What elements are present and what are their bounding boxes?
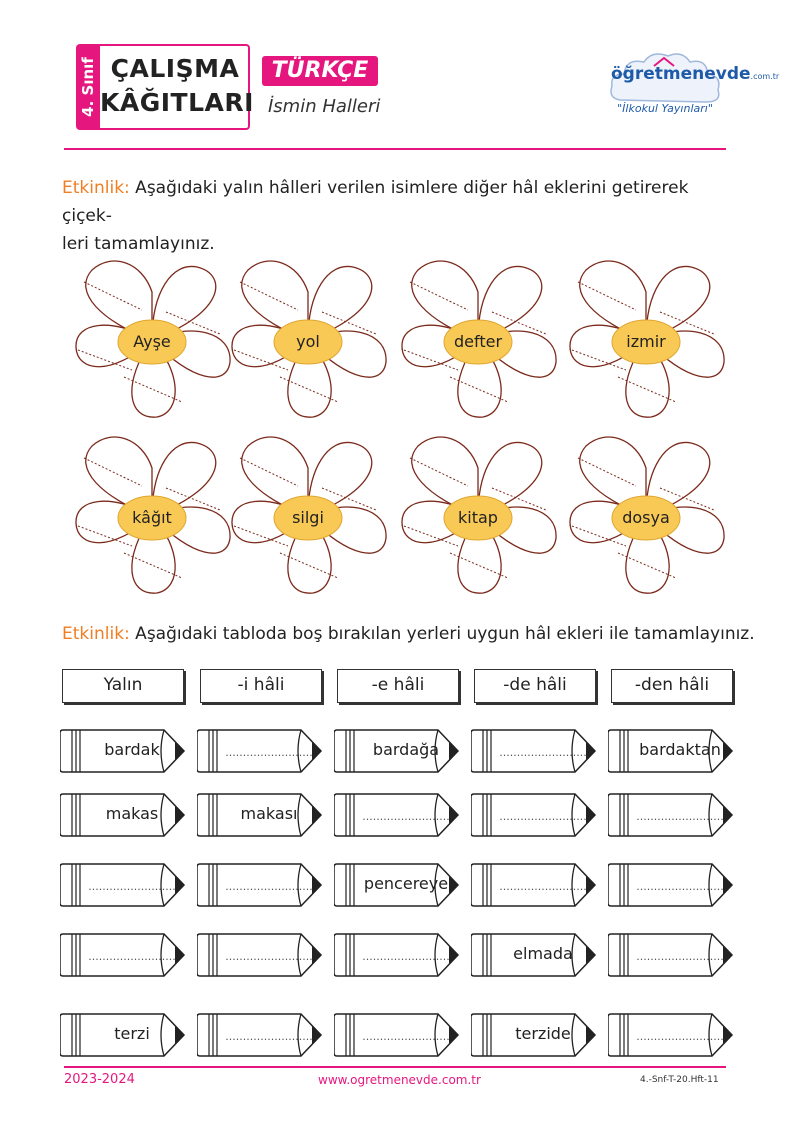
grade-tab xyxy=(76,44,100,130)
pencil-cell[interactable] xyxy=(471,790,597,840)
flower xyxy=(228,252,388,422)
case-form-label: bardağa xyxy=(372,740,440,759)
activity1-keyword: Etkinlik: xyxy=(62,178,130,198)
footer-year: 2023-2024 xyxy=(64,1072,135,1087)
topic-title: İsmin Halleri xyxy=(268,96,381,117)
footer-code: 4.-Snf-T-20.Hft-11 xyxy=(640,1075,719,1085)
activity1-text-line2: leri tamamlayınız. xyxy=(62,234,215,254)
blank-answer-field[interactable]: ......................... xyxy=(499,880,587,893)
case-form-label: bardaktan xyxy=(639,740,721,759)
flower-center-label: yol xyxy=(296,332,320,351)
logo-subtitle: "İlkokul Yayınları" xyxy=(617,102,713,115)
pencil-cell[interactable] xyxy=(334,1010,460,1060)
pencil-cell[interactable] xyxy=(197,726,323,776)
blank-answer-field[interactable]: ......................... xyxy=(225,950,313,963)
title-line-1: ÇALIŞMA xyxy=(110,54,240,83)
logo-main-text: öğretmenevde xyxy=(611,64,751,84)
pencil-cell xyxy=(60,726,186,776)
flower xyxy=(398,428,558,598)
header-divider xyxy=(64,148,726,150)
blank-answer-field[interactable]: ......................... xyxy=(88,880,176,893)
pencil-cell xyxy=(60,1010,186,1060)
pencil-cell[interactable] xyxy=(608,860,734,910)
title-box xyxy=(100,44,254,130)
pencil-cell[interactable] xyxy=(60,930,186,980)
pencil-cell xyxy=(608,726,734,776)
flower xyxy=(228,428,388,598)
pencil-cell[interactable] xyxy=(471,726,597,776)
column-header-e: -e hâli xyxy=(337,669,459,703)
case-form-label: bardak xyxy=(104,740,160,759)
pencil-cell[interactable] xyxy=(197,1010,323,1060)
blank-answer-field[interactable]: ......................... xyxy=(636,1030,724,1043)
flower-center-label: defter xyxy=(453,332,503,351)
case-form-label: elmada xyxy=(513,944,573,963)
flower-center-label: izmir xyxy=(626,332,666,351)
blank-answer-field[interactable]: ......................... xyxy=(362,810,450,823)
blank-answer-field[interactable]: ......................... xyxy=(225,746,313,759)
blank-answer-field[interactable]: ......................... xyxy=(225,1030,313,1043)
blank-answer-field[interactable]: ......................... xyxy=(636,810,724,823)
pencil-cell[interactable] xyxy=(608,930,734,980)
activity1-text-line1: Aşağıdaki yalın hâlleri verilen isimlere diğer hâl eklerini getirerek çiçek- xyxy=(62,178,689,226)
activity2-text: Aşağıdaki tabloda boş bırakılan yerleri uygun hâl ekleri ile tamamlayınız. xyxy=(129,624,755,644)
pencil-cell[interactable] xyxy=(334,790,460,840)
pencil-cell xyxy=(334,860,460,910)
case-form-label: pencereye xyxy=(363,874,449,893)
flower-center-label: kâğıt xyxy=(132,508,172,527)
logo-domain: .com.tr xyxy=(750,72,780,81)
flower xyxy=(72,428,232,598)
pencil-cell xyxy=(471,1010,597,1060)
flower-center-label: Ayşe xyxy=(133,332,171,351)
footer-url[interactable]: www.ogretmenevde.com.tr xyxy=(318,1073,481,1087)
title-line-2: KÂĞITLARI xyxy=(100,88,254,117)
column-header-den: -den hâli xyxy=(611,669,733,703)
pencil-cell[interactable] xyxy=(608,1010,734,1060)
column-header-de: -de hâli xyxy=(474,669,596,703)
flower xyxy=(566,252,726,422)
activity2-keyword: Etkinlik: xyxy=(62,624,130,644)
blank-answer-field[interactable]: ......................... xyxy=(225,880,313,893)
column-header-i: -i hâli xyxy=(200,669,322,703)
flower-center-label: silgi xyxy=(292,508,324,527)
activity2-instruction xyxy=(62,620,762,648)
flower-center-label: dosya xyxy=(622,508,670,527)
footer-divider xyxy=(64,1066,726,1068)
pencil-cell[interactable] xyxy=(334,930,460,980)
logo-text xyxy=(611,64,780,84)
blank-answer-field[interactable]: ......................... xyxy=(88,950,176,963)
flower xyxy=(566,428,726,598)
blank-answer-field[interactable]: ......................... xyxy=(636,880,724,893)
blank-answer-field[interactable]: ......................... xyxy=(499,746,587,759)
flower-center-label: kitap xyxy=(458,508,498,527)
blank-answer-field[interactable]: ......................... xyxy=(362,950,450,963)
pencil-cell[interactable] xyxy=(608,790,734,840)
grade-label: 4. Sınıf xyxy=(79,57,97,117)
blank-answer-field[interactable]: ......................... xyxy=(362,1030,450,1043)
case-form-label: terzi xyxy=(114,1024,150,1043)
pencil-cell[interactable] xyxy=(197,860,323,910)
activity1-instruction xyxy=(62,174,742,258)
subject-badge: TÜRKÇE xyxy=(262,56,378,86)
case-form-label: terzide xyxy=(515,1024,571,1043)
pencil-cell[interactable] xyxy=(60,860,186,910)
pencil-cell xyxy=(334,726,460,776)
pencil-cell xyxy=(197,790,323,840)
blank-answer-field[interactable]: ......................... xyxy=(499,810,587,823)
flower xyxy=(72,252,232,422)
blank-answer-field[interactable]: ......................... xyxy=(636,950,724,963)
case-form-label: makası xyxy=(240,804,298,823)
flower xyxy=(398,252,558,422)
case-form-label: makas xyxy=(105,804,159,823)
column-header-yalin: Yalın xyxy=(62,669,184,703)
pencil-cell[interactable] xyxy=(197,930,323,980)
pencil-cell xyxy=(471,930,597,980)
pencil-cell[interactable] xyxy=(471,860,597,910)
pencil-cell xyxy=(60,790,186,840)
